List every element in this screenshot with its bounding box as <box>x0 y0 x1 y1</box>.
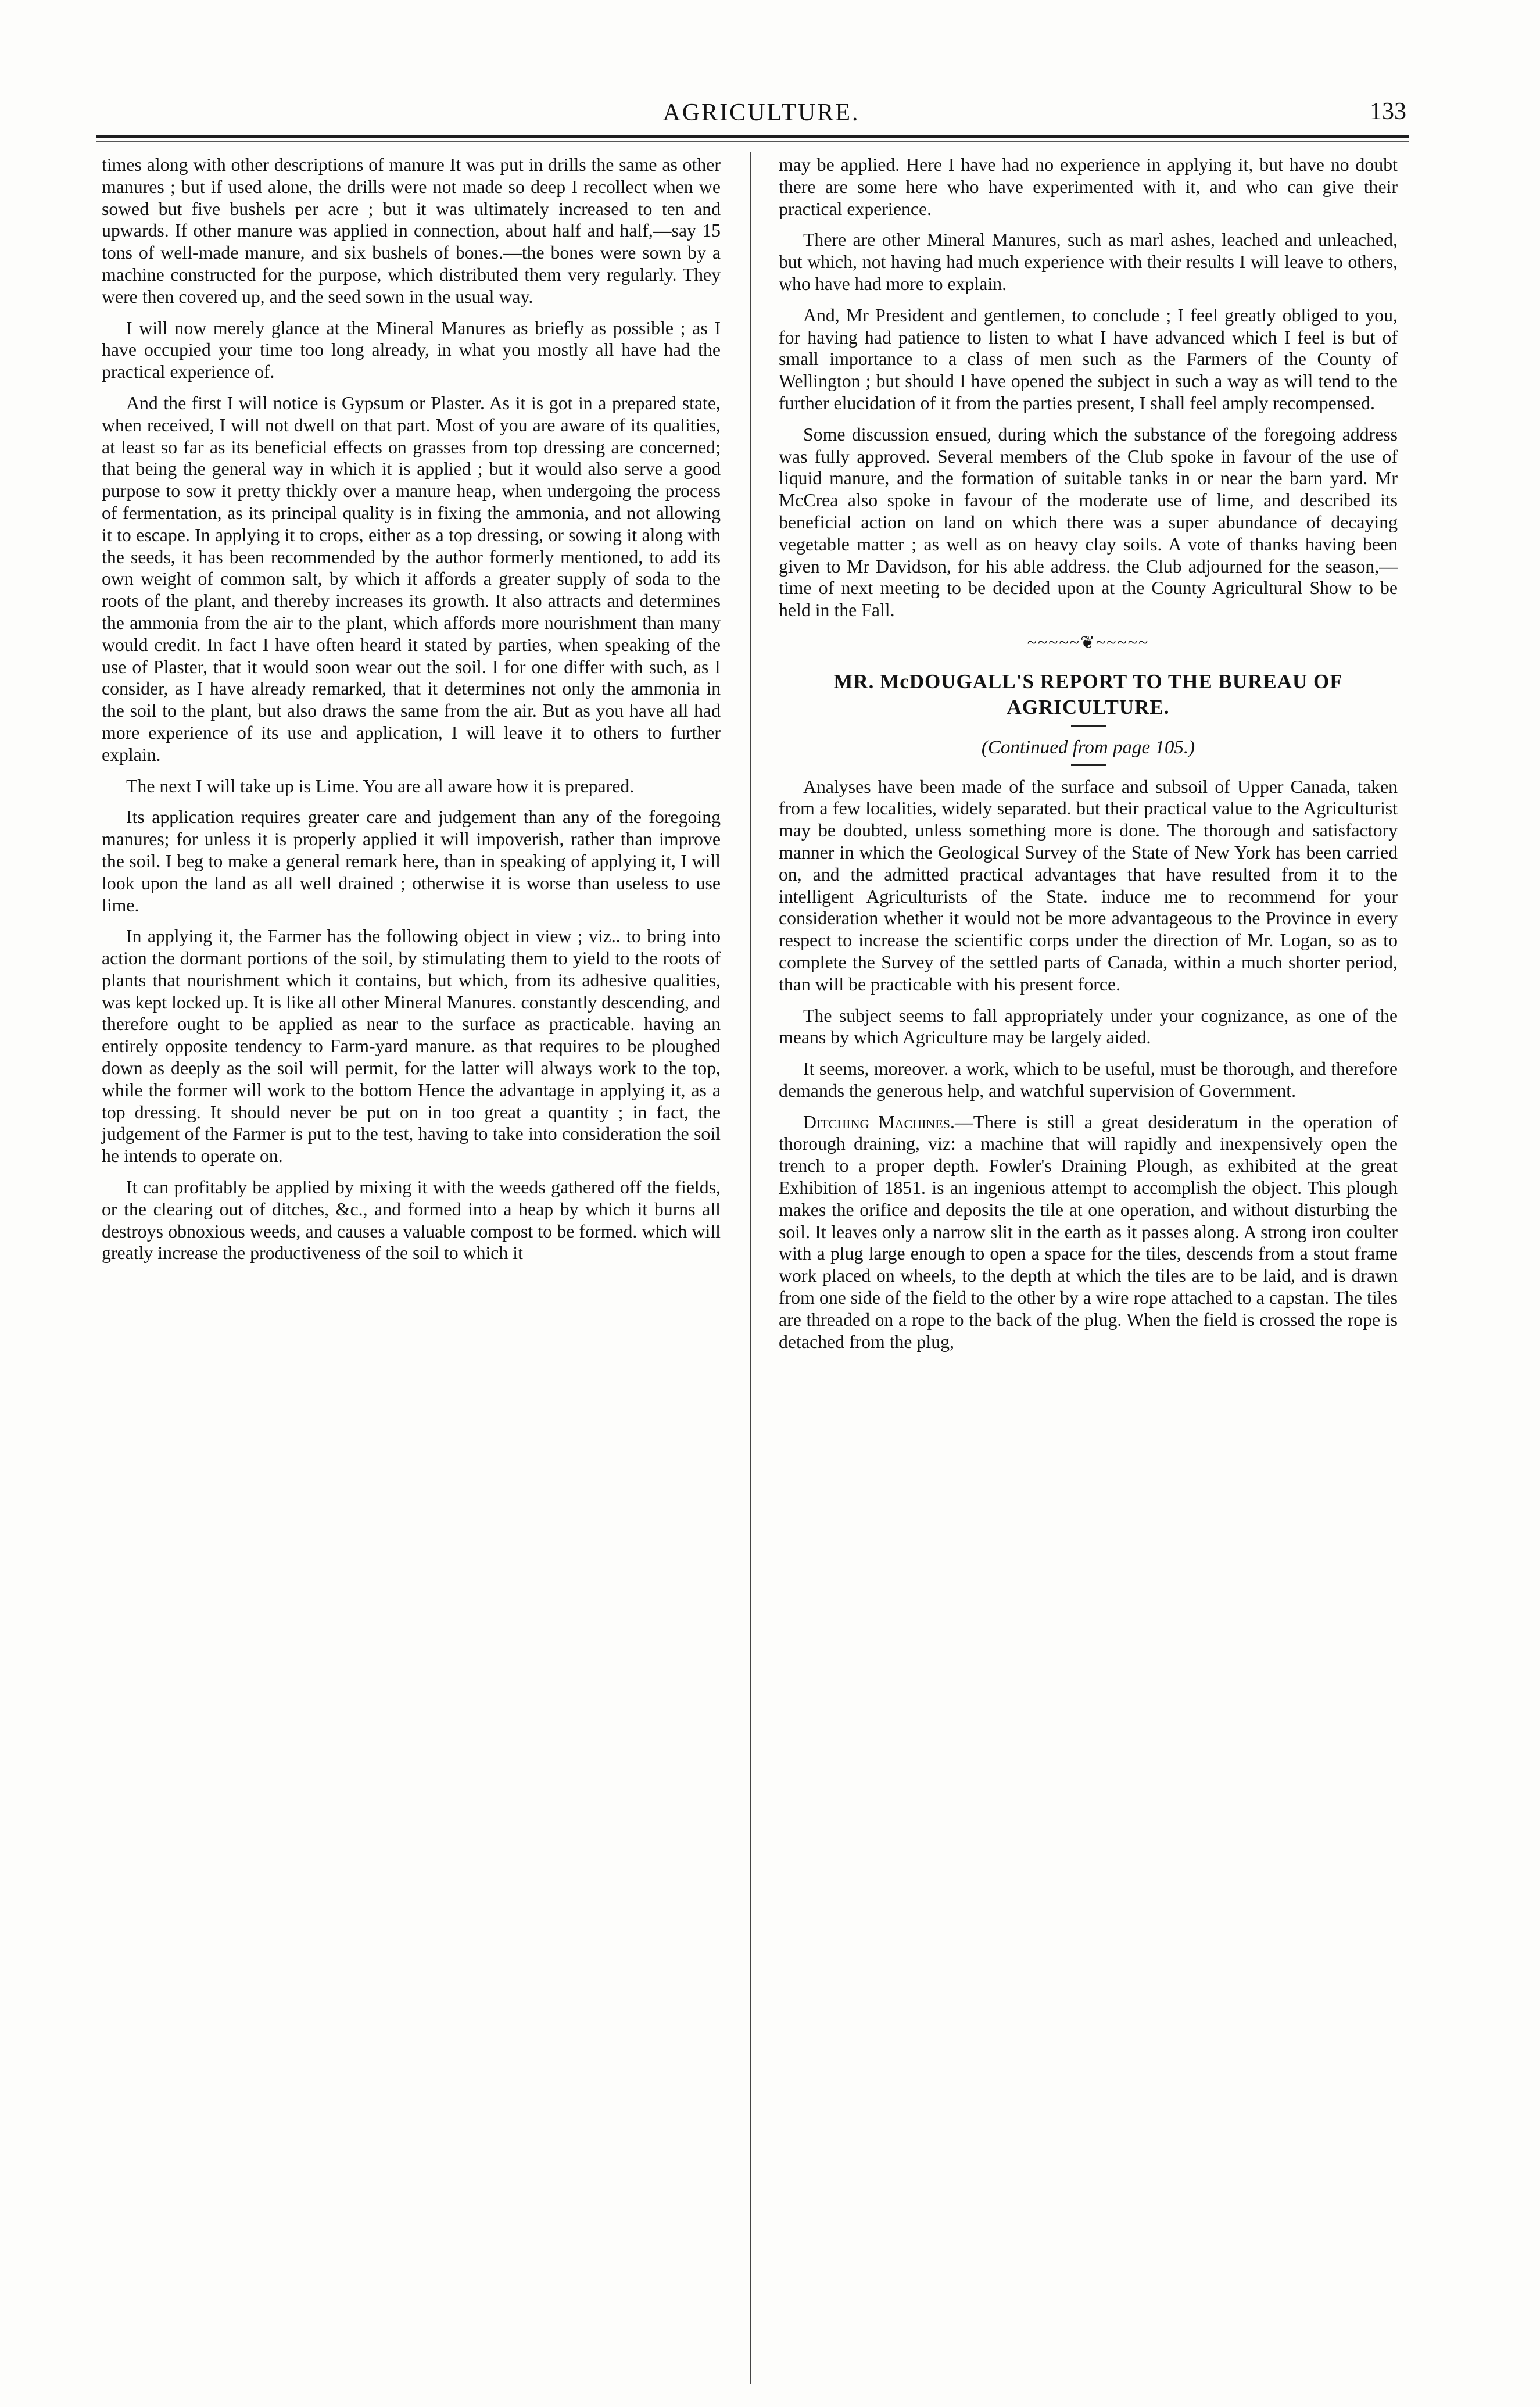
paragraph: There are other Mineral Manures, such as marl ashes, leached and unleached, but which, not having had much experience with their results I will leave to others, who have had more to explain. <box>779 230 1398 294</box>
continued-rule <box>1071 764 1106 766</box>
right-column <box>779 154 1398 1362</box>
header-rule-thin <box>96 141 1409 142</box>
paragraph-ditching-machines <box>779 1111 1398 1353</box>
ornament-divider: ~~~~~❦~~~~~ <box>1027 632 1149 652</box>
header-rule <box>96 135 1409 138</box>
paragraph: And, Mr President and gentlemen, to conclude ; I feel greatly obliged to you, for having had patience to listen to what I have advanced which I feel is but of small importance to a class of men such as the Farmers of the County of Wellington ; but should I have opened the subject in such a way as will tend to the further elucidation of it from the parties present, I shall feel amply recompensed. <box>779 305 1398 413</box>
paragraph: The subject seems to fall appropriately under your cognizance, as one of the means by which Agriculture may be largely aided. <box>779 1005 1398 1048</box>
paragraph: Some discussion ensued, during which the substance of the foregoing address was fully approved. Several members of the Club spoke in favour of the use of liquid manure, and the formation of suitable tanks in or near the barn yard. Mr McCrea also spoke in favour of the moderate use of lime, and described its beneficial action on land on which there was a super abundance of decaying vegetable matter ; as well as on heavy clay soils. A vote of thanks having been given to Mr Davidson, for his able address. the Club adjourned for the season,—time of next meeting to be decided upon at the County Agricultural Show to be held in the Fall. <box>779 424 1398 621</box>
paragraph-lead: Ditching Machines. <box>803 1111 955 1132</box>
paragraph: may be applied. Here I have had no experience in applying it, but have no doubt there are some here who have experimented with it, and who can give their practical experience. <box>779 155 1398 219</box>
paragraph-body: —There is still a great desideratum in the operation of thorough draining, viz: a machine that will rapidly and inexpensively open the trench to a proper depth. Fowler's Draining Plough, as exhibited at the great Exhibition of 1851. is an ingenious attempt to accomplish the object. This plough makes the orifice and deposits the tile at one operation, and without disturbing the soil. It leaves only a narrow slit in the earth as it passes along. A strong iron coulter with a plug large enough to open a space for the tiles, descends from a stout frame work placed on wheels, to the depth at which the tiles are to be laid, and is drawn from one side of the field to the other by a wire rope attached to a capstan. The tiles are threaded on a rope to the back of the plug. When the field is crossed the rope is detached from the plug, <box>779 1111 1398 1352</box>
paragraph: Analyses have been made of the surface and subsoil of Upper Canada, taken from a few localities, widely separated. but their practical value to the Agriculturist may be doubted, unless something more is done. The thorough and satisfactory manner in which the Geological Survey of the State of New York has been carried on, and the admitted practical advantages that have resulted from it to the intelligent Agriculturists of the State. induce me to recommend for your consideration whether it would not be more advantageous to the Province in every respect to increase the scientific corps under the direction of Mr. Logan, so as to complete the Survey of the settled parts of Canada, within a much shorter period, than will be practicable with his present force. <box>779 776 1398 995</box>
paragraph: In applying it, the Farmer has the following object in view ; viz.. to bring into action the dormant portions of the soil, by stimulating them to yield to the roots of plants that nourishment which it contains, but which, from its adhesive qualities, was kept locked up. It is like all other Mineral Manures. constantly descending, and therefore ought to be applied as near to the surface as practicable. having an entirely opposite tendency to Farm-yard manure. as that requires to be ploughed down as deeply as the soil will permit, for the latter will always work to the top, while the former will work to the bottom Hence the advantage in applying it, as a top dressing. It should never be put on in too great a quantity ; in fact, the judgement of the Farmer is put to the test, having to take into consideration the soil he intends to operate on. <box>102 926 721 1167</box>
paragraph: I will now merely glance at the Mineral Manures as briefly as possible ; as I have occupied your time too long already, in what you mostly all have had the practical experience of. <box>102 317 721 382</box>
article-title: MR. McDOUGALL'S REPORT TO THE BUREAU OF AGRICULTURE. <box>833 670 1343 718</box>
running-title: AGRICULTURE. <box>662 99 860 126</box>
title-rule <box>1071 725 1106 727</box>
paragraph: times along with other descriptions of manure It was put in drills the same as other manures ; but if used alone, the drills were not made so deep I recollect when we sowed but five bushels per acre ; but it was ultimately increased to ten and upwards. If other manure was applied in connection, about half and half,—say 15 tons of well-made manure, and six bushels of bones.—the bones were sown by a machine constructed for the purpose, which distributed them very regularly. They were then covered up, and the seed sown in the usual way. <box>102 155 721 307</box>
paragraph: The next I will take up is Lime. You are all aware how it is prepared. <box>126 775 635 796</box>
paragraph: It can profitably be applied by mixing it with the weeds gathered off the fields, or the clearing out of ditches, &c., and formed into a heap by which it burns all destroys obnoxious weeds, and causes a valuable compost to be formed. which will greatly increase the productiveness of the soil to which it <box>102 1177 721 1264</box>
continued-note: (Continued from page 105.) <box>981 736 1195 758</box>
column-divider <box>750 152 751 2384</box>
paragraph: Its application requires greater care and judgement than any of the foregoing manures; for unless it is properly applied it will impoverish, rather than improve the soil. I beg to make a general remark here, than in speaking of applying it, I will look upon the land as all well drained ; otherwise it is worse than useless to use lime. <box>102 807 721 915</box>
page-number: 133 <box>1370 98 1406 125</box>
left-column <box>102 154 721 1274</box>
paragraph: And the first I will notice is Gypsum or Plaster. As it is got in a prepared state, when received, I will not dwell on that part. Most of you are aware of its qualities, at least so far as its beneficial effects on grasses from top dressing are concerned; that being the general way in which it is applied ; but it would also serve a good purpose to sow it pretty thickly over a manure heap, when undergoing the process of fermentation, as its principal quality is in fixing the ammonia, and not allowing it to escape. In applying it to crops, either as a top dressing, or sowing it along with the seeds, it has been recommended by the author formerly mentioned, to add its own weight of common salt, by which it affords a greater supply of soda to the roots of the plant, and thereby increases its growth. It also attracts and determines the ammonia from the air to the plant, which affords more nourishment than many would credit. In fact I have often heard it stated by parties, when speaking of the use of Plaster, that it would soon wear out the soil. I for one differ with such, as I consider, as I have already remarked, that it determines not only the ammonia in the soil to the plant, but also draws the same from the air. But as you have all had more experience of its use and application, I will leave it to others to further explain. <box>102 392 721 765</box>
paragraph: It seems, moreover. a work, which to be useful, must be thorough, and therefore demands the generous help, and watchful supervision of Government. <box>779 1058 1398 1101</box>
